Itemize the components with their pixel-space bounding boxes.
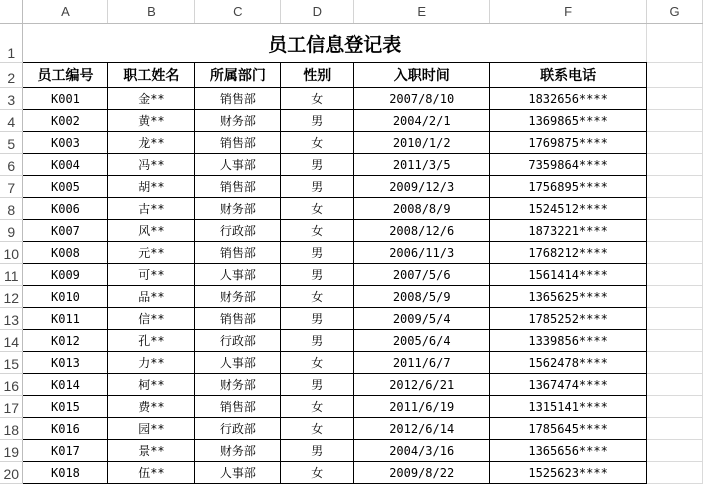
empty-cell[interactable]	[647, 374, 703, 396]
cell-department[interactable]: 财务部	[195, 440, 281, 462]
table-row	[0, 176, 703, 198]
cell-employee-id[interactable]: K012	[23, 330, 108, 352]
cell-gender[interactable]: 女	[281, 132, 354, 154]
cell-employee-name[interactable]: 金**	[108, 88, 195, 110]
table-row	[0, 242, 703, 264]
cell-hire-date[interactable]: 2012/6/14	[354, 418, 490, 440]
cell-hire-date[interactable]: 2006/11/3	[354, 242, 490, 264]
cell-employee-id[interactable]: K011	[23, 308, 108, 330]
table-row	[0, 110, 703, 132]
cell-phone[interactable]: 1367474****	[490, 374, 647, 396]
cell-department[interactable]: 行政部	[195, 220, 281, 242]
cell-phone[interactable]: 1365656****	[490, 440, 647, 462]
row-header-7[interactable]: 7	[0, 176, 23, 198]
empty-cell[interactable]	[647, 242, 703, 264]
cell-gender[interactable]: 女	[281, 352, 354, 374]
empty-cell[interactable]	[647, 352, 703, 374]
header-hire-date[interactable]: 入职时间	[354, 63, 490, 88]
cell-hire-date[interactable]: 2004/3/16	[354, 440, 490, 462]
cell-department[interactable]: 销售部	[195, 88, 281, 110]
cell-department[interactable]: 销售部	[195, 396, 281, 418]
column-header-g[interactable]: G	[647, 0, 703, 24]
table-row	[0, 132, 703, 154]
cell-phone[interactable]: 7359864****	[490, 154, 647, 176]
table-row	[0, 286, 703, 308]
cell-phone[interactable]: 1768212****	[490, 242, 647, 264]
row-header-8[interactable]: 8	[0, 198, 23, 220]
cell-phone[interactable]: 1525623****	[490, 462, 647, 484]
row-header-6[interactable]: 6	[0, 154, 23, 176]
table-row	[0, 418, 703, 440]
cell-gender[interactable]: 男	[281, 264, 354, 286]
row-header-19[interactable]: 19	[0, 440, 23, 462]
cell-hire-date[interactable]: 2009/8/22	[354, 462, 490, 484]
row-header-5[interactable]: 5	[0, 132, 23, 154]
cell-employee-name[interactable]: 园**	[108, 418, 195, 440]
empty-cell[interactable]	[647, 88, 703, 110]
cell-gender[interactable]: 男	[281, 330, 354, 352]
empty-cell[interactable]	[647, 462, 703, 484]
cell-employee-name[interactable]: 力**	[108, 352, 195, 374]
cell-employee-id[interactable]: K002	[23, 110, 108, 132]
row-header-18[interactable]: 18	[0, 418, 23, 440]
column-header-d[interactable]: D	[281, 0, 354, 24]
row-header-9[interactable]: 9	[0, 220, 23, 242]
cell-gender[interactable]: 男	[281, 110, 354, 132]
column-header-e[interactable]: E	[354, 0, 490, 24]
cell-hire-date[interactable]: 2009/5/4	[354, 308, 490, 330]
cell-hire-date[interactable]: 2007/8/10	[354, 88, 490, 110]
header-phone[interactable]: 联系电话	[490, 63, 647, 88]
cell-phone[interactable]: 1524512****	[490, 198, 647, 220]
cell-hire-date[interactable]: 2011/6/19	[354, 396, 490, 418]
empty-cell[interactable]	[647, 198, 703, 220]
cell-department[interactable]: 行政部	[195, 330, 281, 352]
empty-cell[interactable]	[647, 63, 703, 88]
cell-department[interactable]: 财务部	[195, 198, 281, 220]
cell-phone[interactable]: 1339856****	[490, 330, 647, 352]
cell-department[interactable]: 人事部	[195, 352, 281, 374]
cell-employee-id[interactable]: K005	[23, 176, 108, 198]
table-row	[0, 308, 703, 330]
row-header-3[interactable]: 3	[0, 88, 23, 110]
cell-department[interactable]: 行政部	[195, 418, 281, 440]
cell-employee-id[interactable]: K001	[23, 88, 108, 110]
cell-employee-name[interactable]: 黄**	[108, 110, 195, 132]
table-row	[0, 374, 703, 396]
column-header-a[interactable]: A	[23, 0, 108, 24]
cell-employee-name[interactable]: 信**	[108, 308, 195, 330]
row-header-16[interactable]: 16	[0, 374, 23, 396]
column-header-b[interactable]: B	[108, 0, 195, 24]
cell-department[interactable]: 销售部	[195, 308, 281, 330]
table-row	[0, 396, 703, 418]
column-header-c[interactable]: C	[195, 0, 281, 24]
cell-hire-date[interactable]: 2008/5/9	[354, 286, 490, 308]
cell-employee-id[interactable]: K016	[23, 418, 108, 440]
cell-phone[interactable]: 1562478****	[490, 352, 647, 374]
cell-department[interactable]: 人事部	[195, 462, 281, 484]
cell-employee-name[interactable]: 古**	[108, 198, 195, 220]
cell-gender[interactable]: 女	[281, 198, 354, 220]
table-row	[0, 88, 703, 110]
empty-cell[interactable]	[647, 220, 703, 242]
row-header-14[interactable]: 14	[0, 330, 23, 352]
header-gender[interactable]: 性别	[281, 63, 354, 88]
table-row	[0, 330, 703, 352]
cell-employee-name[interactable]: 胡**	[108, 176, 195, 198]
header-employee-id[interactable]: 员工编号	[23, 63, 108, 88]
cell-employee-name[interactable]: 冯**	[108, 154, 195, 176]
table-row	[0, 198, 703, 220]
empty-cell[interactable]	[647, 24, 703, 63]
cell-employee-name[interactable]: 柯**	[108, 374, 195, 396]
row-header-13[interactable]: 13	[0, 308, 23, 330]
cell-employee-id[interactable]: K007	[23, 220, 108, 242]
cell-employee-id[interactable]: K018	[23, 462, 108, 484]
row-header-10[interactable]: 10	[0, 242, 23, 264]
cell-department[interactable]: 财务部	[195, 286, 281, 308]
cell-employee-name[interactable]: 费**	[108, 396, 195, 418]
table-row	[0, 352, 703, 374]
cell-gender[interactable]: 女	[281, 286, 354, 308]
empty-cell[interactable]	[647, 154, 703, 176]
cell-gender[interactable]: 女	[281, 88, 354, 110]
cell-gender[interactable]: 男	[281, 176, 354, 198]
cell-phone[interactable]: 1873221****	[490, 220, 647, 242]
cell-department[interactable]: 财务部	[195, 374, 281, 396]
cell-employee-id[interactable]: K017	[23, 440, 108, 462]
empty-cell[interactable]	[647, 110, 703, 132]
row-header-15[interactable]: 15	[0, 352, 23, 374]
cell-gender[interactable]: 女	[281, 396, 354, 418]
cell-department[interactable]: 人事部	[195, 264, 281, 286]
cell-employee-id[interactable]: K010	[23, 286, 108, 308]
cell-employee-name[interactable]: 龙**	[108, 132, 195, 154]
cell-gender[interactable]: 男	[281, 440, 354, 462]
cell-hire-date[interactable]: 2010/1/2	[354, 132, 490, 154]
cell-gender[interactable]: 女	[281, 462, 354, 484]
cell-employee-name[interactable]: 景**	[108, 440, 195, 462]
cell-employee-id[interactable]: K009	[23, 264, 108, 286]
cell-phone[interactable]: 1365625****	[490, 286, 647, 308]
empty-cell[interactable]	[647, 396, 703, 418]
cell-hire-date[interactable]: 2011/6/7	[354, 352, 490, 374]
cell-phone[interactable]: 1369865****	[490, 110, 647, 132]
cell-gender[interactable]: 女	[281, 220, 354, 242]
header-department[interactable]: 所属部门	[195, 63, 281, 88]
cell-employee-name[interactable]: 孔**	[108, 330, 195, 352]
cell-phone[interactable]: 1315141****	[490, 396, 647, 418]
row-header-1[interactable]: 1	[0, 24, 23, 63]
cell-department[interactable]: 销售部	[195, 132, 281, 154]
cell-employee-name[interactable]: 伍**	[108, 462, 195, 484]
cell-gender[interactable]: 男	[281, 374, 354, 396]
table-row	[0, 462, 703, 484]
empty-cell[interactable]	[647, 330, 703, 352]
column-header-f[interactable]: F	[490, 0, 647, 24]
cell-hire-date[interactable]: 2007/5/6	[354, 264, 490, 286]
header-employee-name[interactable]: 职工姓名	[108, 63, 195, 88]
cell-department[interactable]: 财务部	[195, 110, 281, 132]
select-all-corner[interactable]	[0, 0, 23, 24]
cell-department[interactable]: 人事部	[195, 154, 281, 176]
row-header-12[interactable]: 12	[0, 286, 23, 308]
cell-gender[interactable]: 男	[281, 242, 354, 264]
cell-employee-name[interactable]: 品**	[108, 286, 195, 308]
cell-employee-id[interactable]: K003	[23, 132, 108, 154]
empty-cell[interactable]	[647, 264, 703, 286]
cell-phone[interactable]: 1832656****	[490, 88, 647, 110]
table-row	[0, 264, 703, 286]
table-row	[0, 154, 703, 176]
cell-gender[interactable]: 男	[281, 308, 354, 330]
cell-employee-name[interactable]: 风**	[108, 220, 195, 242]
cell-phone[interactable]: 1561414****	[490, 264, 647, 286]
cell-employee-id[interactable]: K014	[23, 374, 108, 396]
cell-phone[interactable]: 1756895****	[490, 176, 647, 198]
row-header-2[interactable]: 2	[0, 63, 23, 88]
cell-gender[interactable]: 男	[281, 154, 354, 176]
cell-hire-date[interactable]: 2008/12/6	[354, 220, 490, 242]
cell-phone[interactable]: 1769875****	[490, 132, 647, 154]
cell-gender[interactable]: 女	[281, 418, 354, 440]
cell-hire-date[interactable]: 2004/2/1	[354, 110, 490, 132]
empty-cell[interactable]	[647, 308, 703, 330]
empty-cell[interactable]	[647, 286, 703, 308]
cell-hire-date[interactable]: 2009/12/3	[354, 176, 490, 198]
row-header-11[interactable]: 11	[0, 264, 23, 286]
cell-employee-id[interactable]: K008	[23, 242, 108, 264]
cell-department[interactable]: 销售部	[195, 176, 281, 198]
empty-cell[interactable]	[647, 440, 703, 462]
cell-employee-id[interactable]: K004	[23, 154, 108, 176]
empty-cell[interactable]	[647, 132, 703, 154]
table-row	[0, 440, 703, 462]
cell-hire-date[interactable]: 2008/8/9	[354, 198, 490, 220]
cell-phone[interactable]: 1785252****	[490, 308, 647, 330]
cell-phone[interactable]: 1785645****	[490, 418, 647, 440]
cell-hire-date[interactable]: 2011/3/5	[354, 154, 490, 176]
cell-employee-id[interactable]: K015	[23, 396, 108, 418]
sheet-title[interactable]: 员工信息登记表	[23, 24, 647, 63]
cell-employee-id[interactable]: K006	[23, 198, 108, 220]
cell-employee-name[interactable]: 元**	[108, 242, 195, 264]
cell-hire-date[interactable]: 2005/6/4	[354, 330, 490, 352]
cell-employee-id[interactable]: K013	[23, 352, 108, 374]
row-header-17[interactable]: 17	[0, 396, 23, 418]
cell-employee-name[interactable]: 可**	[108, 264, 195, 286]
table-row	[0, 220, 703, 242]
cell-department[interactable]: 销售部	[195, 242, 281, 264]
empty-cell[interactable]	[647, 418, 703, 440]
empty-cell[interactable]	[647, 176, 703, 198]
row-header-4[interactable]: 4	[0, 110, 23, 132]
row-header-20[interactable]: 20	[0, 462, 23, 484]
cell-hire-date[interactable]: 2012/6/21	[354, 374, 490, 396]
